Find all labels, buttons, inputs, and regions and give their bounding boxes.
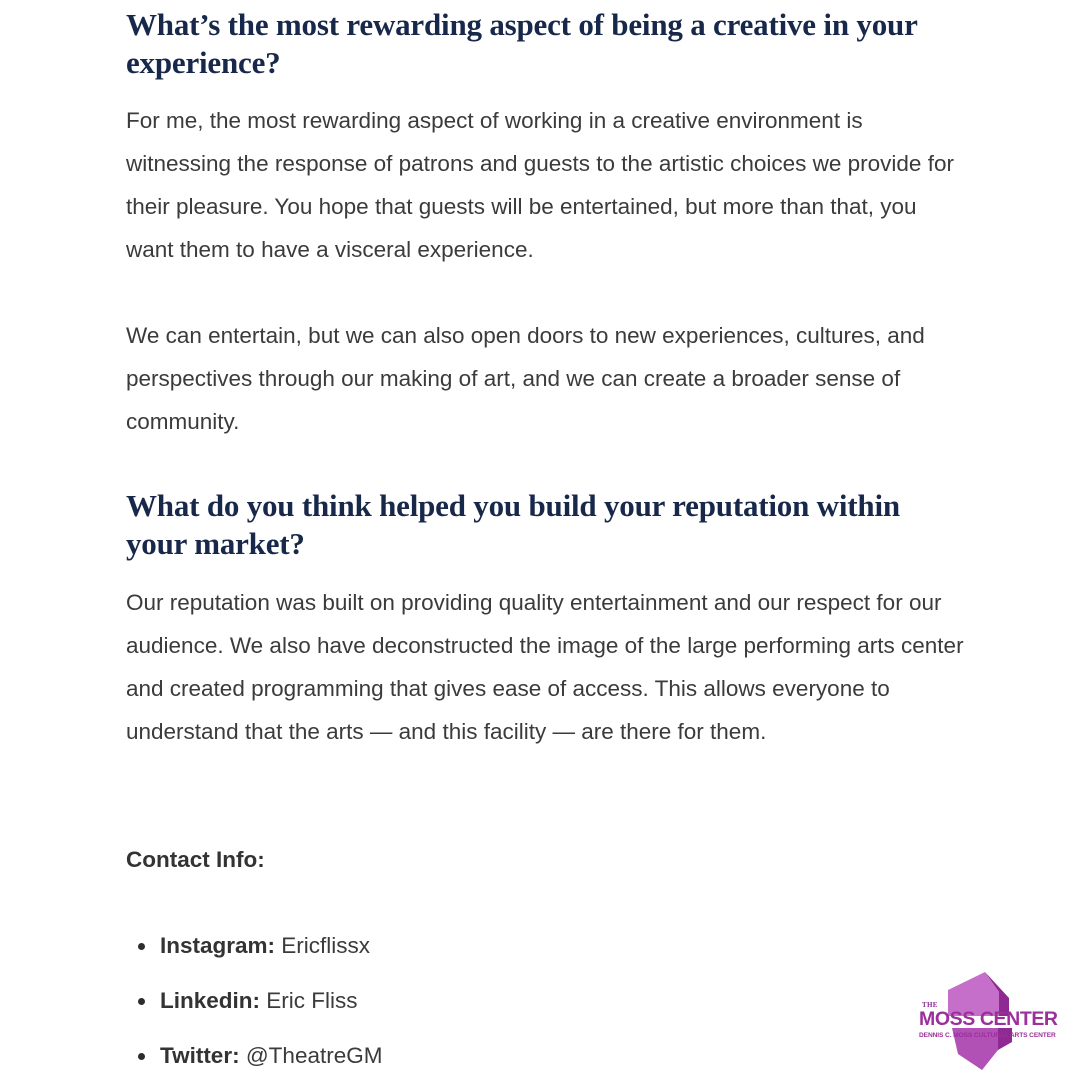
answer-paragraph-rewarding-2: We can entertain, but we can also open doors to new experiences, cultures, and perspectives through our making of art, and we can create a broader sense of community.: [126, 323, 925, 434]
answer-paragraph-rewarding-1: For me, the most rewarding aspect of working in a creative environment is witnessing the response of patrons and guests to the artistic choices we provide for their pleasure. You hope that guests will be entertained, but more than that, you want them to have a visceral experience.: [126, 108, 954, 262]
moss-center-logo: [914, 968, 1066, 1074]
contact-item-value: Eric Fliss: [266, 988, 358, 1013]
logo-subtitle-text: DENNIS C. MOSS CULTURAL ARTS CENTER: [919, 1032, 1056, 1039]
contact-item-value: Ericflissx: [281, 933, 371, 958]
contact-item-value: @TheatreGM: [245, 1043, 383, 1068]
logo-the-text: THE: [922, 1001, 938, 1009]
bullet-icon: [138, 998, 145, 1005]
question-heading-reputation: What do you think helped you build your reputation within your market?: [126, 488, 900, 561]
contact-info-label: Contact Info:: [126, 847, 265, 872]
logo-name-text: MOSS CENTER: [919, 1008, 1058, 1030]
bullet-icon: [138, 1053, 145, 1060]
contact-item-label: Instagram:: [160, 933, 276, 958]
bullet-icon: [138, 943, 145, 950]
contact-item-label: Twitter:: [160, 1043, 240, 1068]
question-heading-rewarding-aspect: What’s the most rewarding aspect of being a creative in your experience?: [126, 7, 918, 80]
answer-paragraph-reputation: Our reputation was built on providing quality entertainment and our respect for our audience. We also have deconstructed the image of the large performing arts center and created programming that gives ease of access. This allows everyone to understand that the arts — and this facility — are there for them.: [126, 590, 964, 744]
contact-item-label: Linkedin:: [160, 988, 260, 1013]
